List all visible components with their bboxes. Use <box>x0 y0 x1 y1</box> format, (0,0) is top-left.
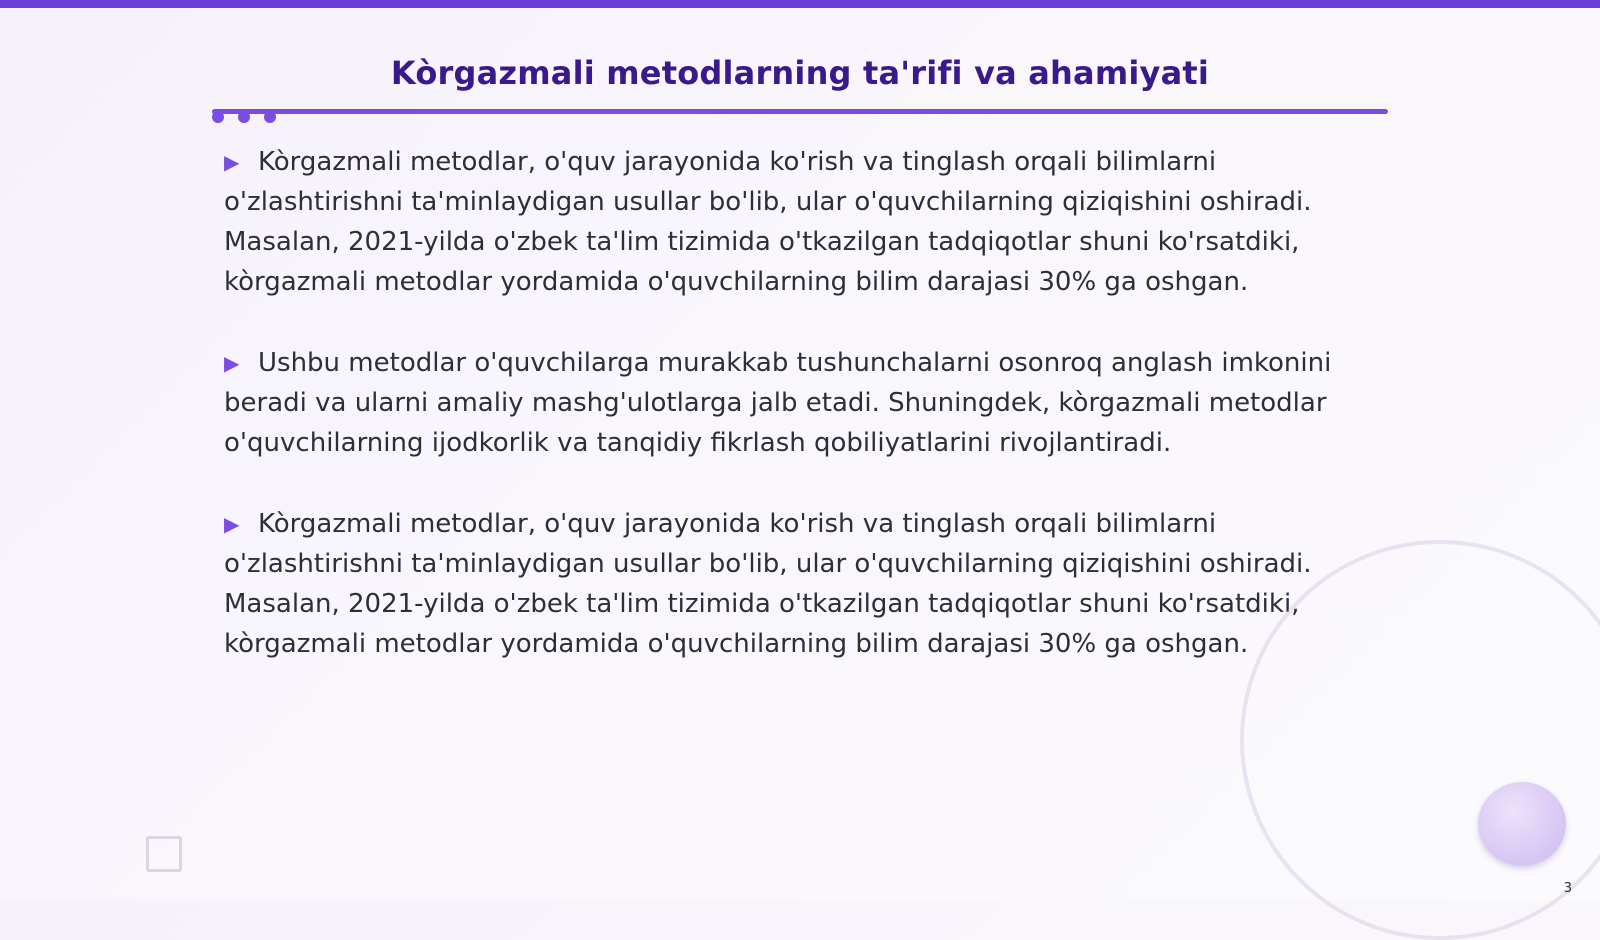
bullet-paragraph-1 <box>224 142 1384 302</box>
title-dot-3 <box>264 111 276 123</box>
triangle-bullet-icon: ▶ <box>224 150 240 174</box>
paragraph-text: Kòrgazmali metodlar, o'quv jarayonida ko'rish va tinglash orqali bilimlarni o'zlashtirishni ta'minlaydigan usullar bo'lib, ular o'quvchilarning qiziqishini oshiradi. Masalan, 2021-yilda o'zbek ta'lim tizimida o'tkazilgan tadqiqotlar shuni ko'rsatdiki, kòrgazmali metodlar yordamida o'quvchilarning bilim darajasi 30% ga oshgan. <box>224 147 1312 297</box>
bullet-paragraph-2 <box>224 343 1384 463</box>
paragraph-text: Kòrgazmali metodlar, o'quv jarayonida ko'rish va tinglash orqali bilimlarni o'zlashtirishni ta'minlaydigan usullar bo'lib, ular o'quvchilarning qiziqishini oshiradi. Masalan, 2021-yilda o'zbek ta'lim tizimida o'tkazilgan tadqiqotlar shuni ko'rsatdiki, kòrgazmali metodlar yordamida o'quvchilarning bilim darajasi 30% ga oshgan. <box>224 509 1312 659</box>
decorative-bubble <box>1478 782 1566 866</box>
triangle-bullet-icon: ▶ <box>224 512 240 536</box>
page-number: 3 <box>1563 881 1572 896</box>
top-accent-bar <box>0 0 1600 8</box>
bullet-paragraph-3 <box>224 504 1384 664</box>
title-dot-1 <box>212 111 224 123</box>
slide-title: Kòrgazmali metodlarning ta'rifi va ahamiyati <box>390 54 1210 92</box>
title-underline <box>212 109 1388 114</box>
title-dot-2 <box>238 111 250 123</box>
paragraph-text: Ushbu metodlar o'quvchilarga murakkab tushunchalarni osonroq anglash imkonini beradi va ularni amaliy mashg'ulotlarga jalb etadi. Shuningdek, kòrgazmali metodlar o'quvchilarning ijodkorlik va tanqidiy fikrlash qobiliyatlarini rivojlantiradi. <box>224 348 1332 458</box>
slide-body <box>224 142 1384 705</box>
decorative-square <box>146 836 182 872</box>
triangle-bullet-icon: ▶ <box>224 351 240 375</box>
